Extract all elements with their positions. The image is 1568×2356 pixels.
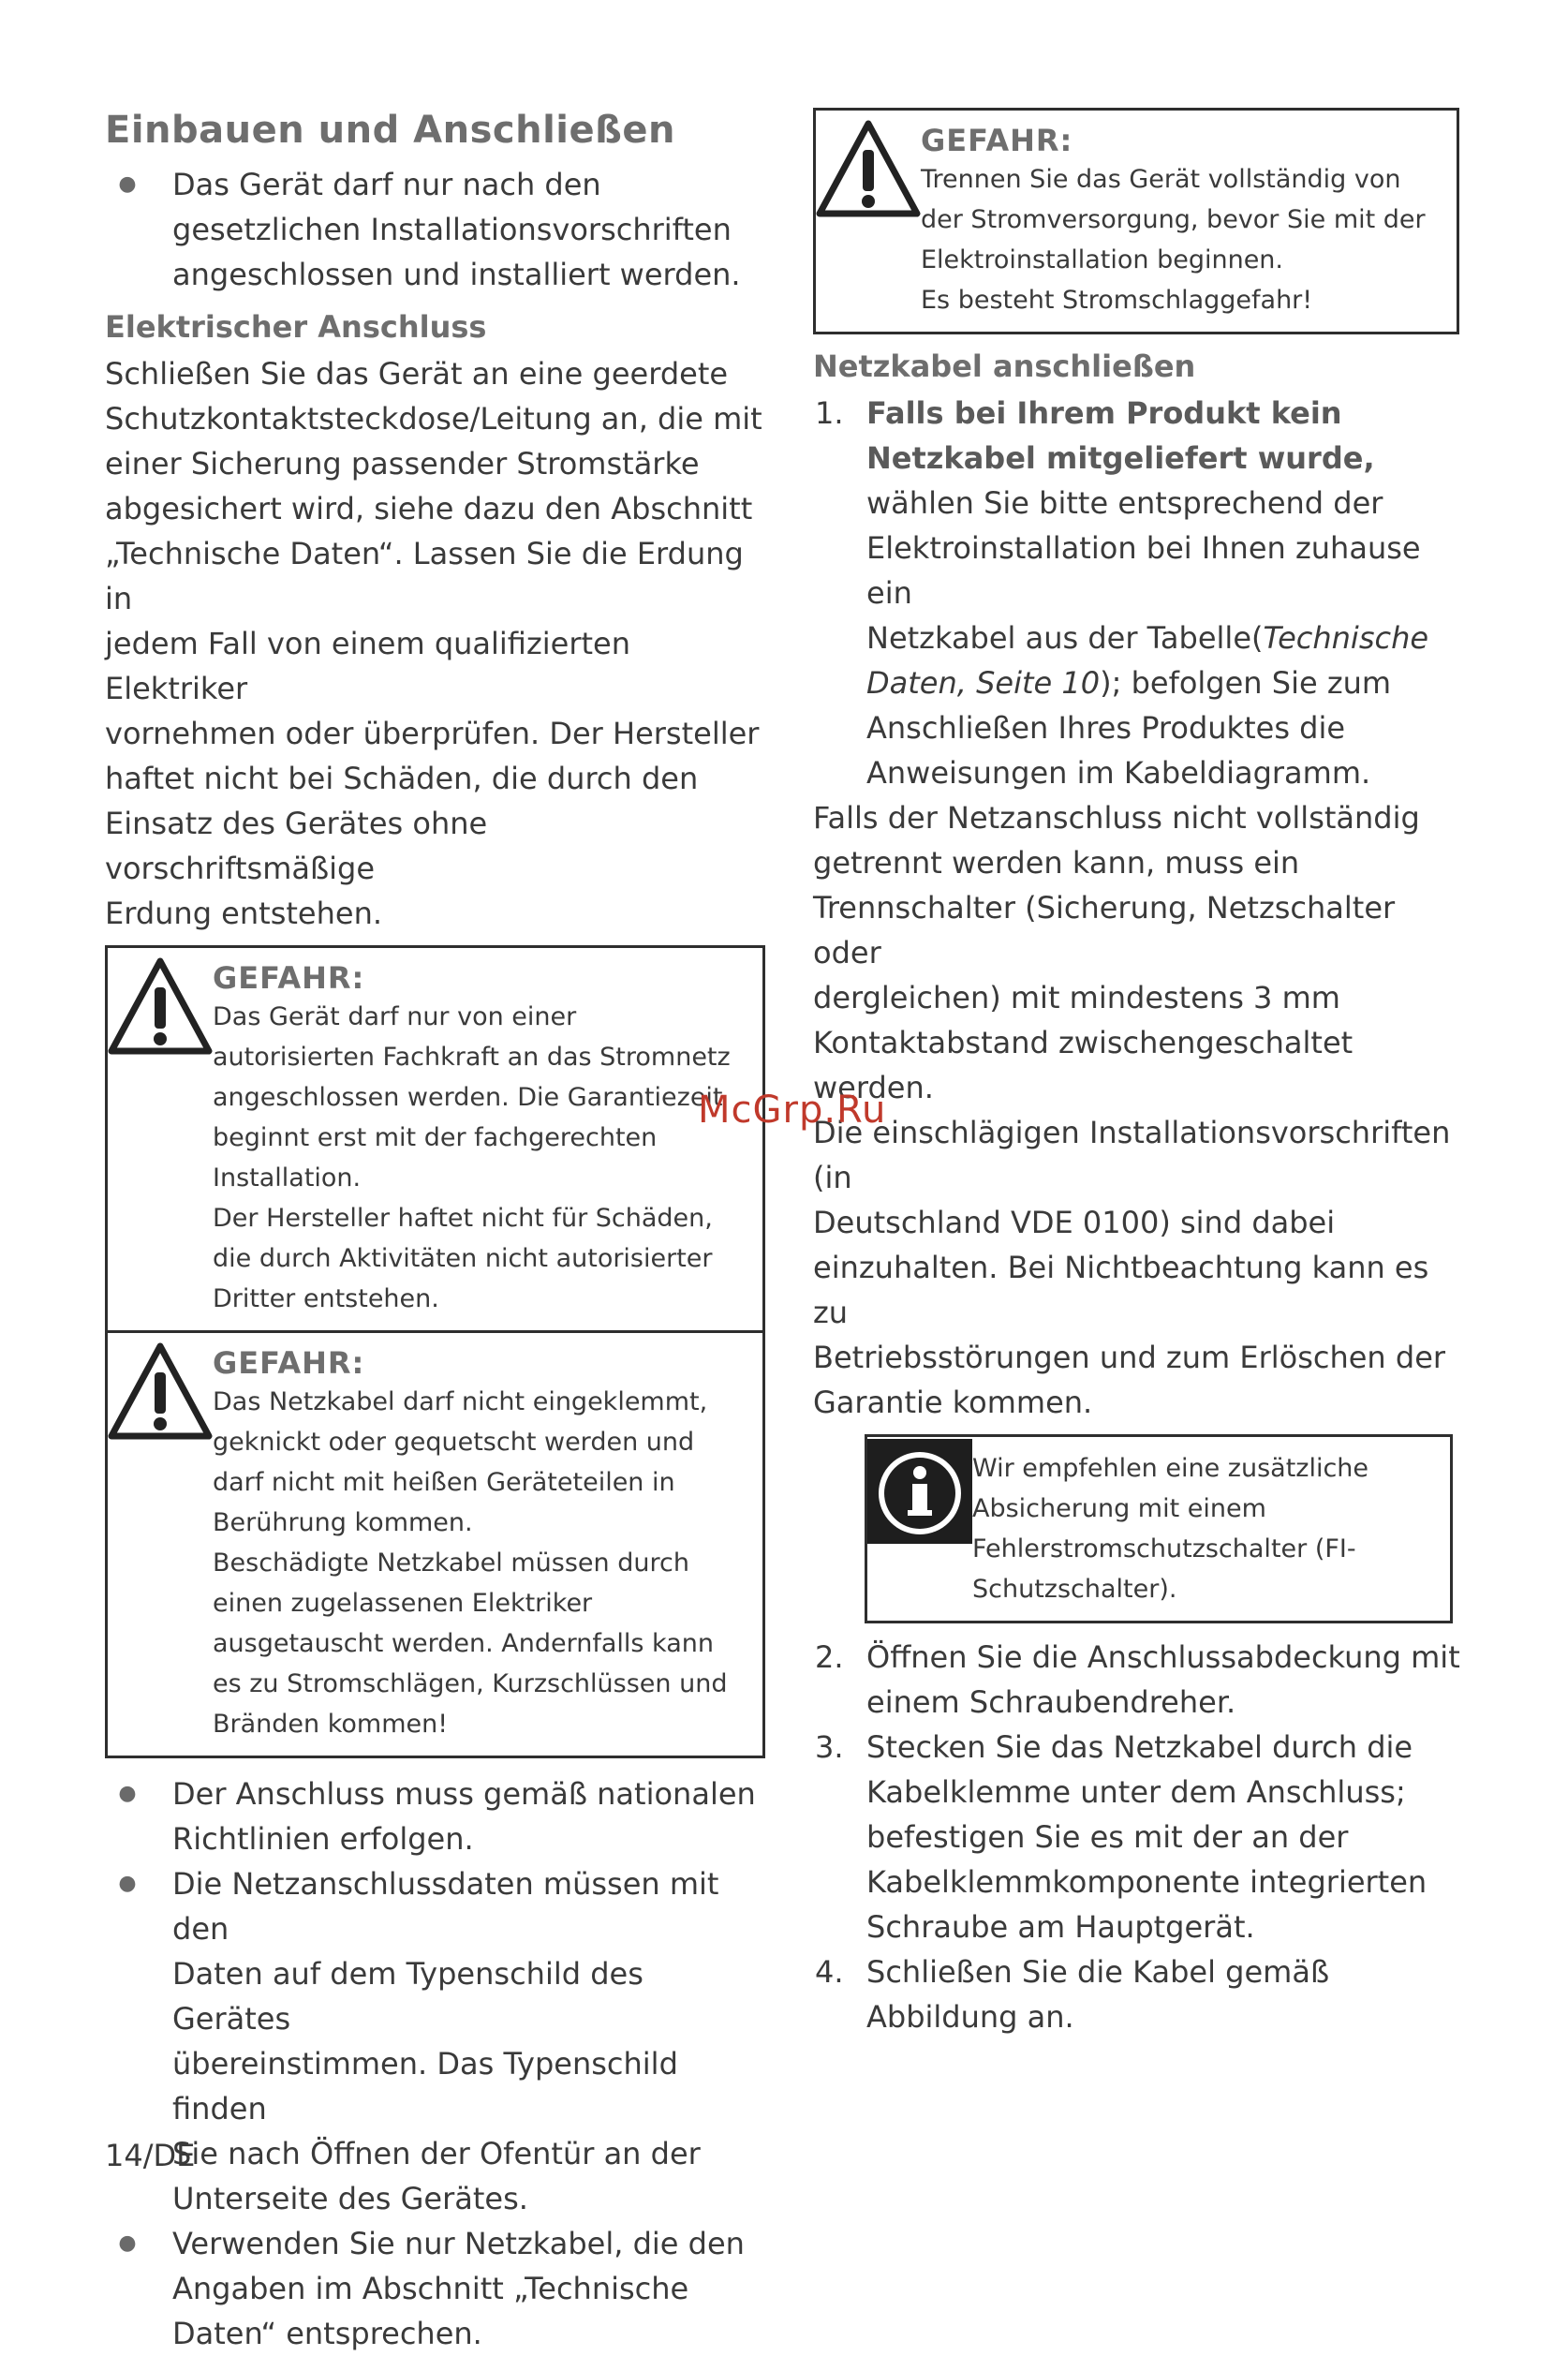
list-item: ● Das Gerät darf nur nach den gesetzlichen Installationsvorschriften angeschlossen und installiert werden. xyxy=(105,162,765,297)
danger-box-disconnect: GEFAHR: Trennen Sie das Gerät vollständig von der Stromversorgung, bevor Sie mit der Elektroinstallation beginnen. Es besteht Stromschlaggefahr! xyxy=(813,108,1459,334)
bullet-icon: ● xyxy=(118,172,137,196)
step-number: 2. xyxy=(815,1638,844,1675)
step-item: 1. Falls bei Ihrem Produkt kein Netzkabel mitgeliefert wurde, wählen Sie bitte entsprechend der Elektroinstallation bei Ihnen zuhause ein Netzkabel aus der Tabelle(Technische Daten, Seite 10); befolgen Sie zum Anschließen Ihres Produktes die Anweisungen im Kabeldiagramm. xyxy=(813,391,1471,795)
step-number: 4. xyxy=(815,1953,844,1990)
right-column xyxy=(813,108,1471,2039)
step-number: 3. xyxy=(815,1728,844,1765)
step-number: 1. xyxy=(815,394,844,431)
electrical-paragraph: Schließen Sie das Gerät an eine geerdete Schutzkontaktsteckdose/Leitung an, die mit einer Sicherung passender Stromstärke abgesichert wird, siehe dazu den Abschnitt „Technische Daten“. Lassen Sie die Erdung in jedem Fall von einem qualifizierten Elektriker vornehmen oder überprüfen. Der Hersteller haftet nicht bei Schäden, die durch den Einsatz des Gerätes ohne vorschriftsmäßige Erdung entstehen. xyxy=(105,355,762,931)
watermark: McGrp.Ru xyxy=(698,1089,887,1132)
left-column xyxy=(105,108,765,2356)
bottom-bullet-list xyxy=(105,1771,765,2356)
danger-title: GEFAHR: xyxy=(213,1344,365,1381)
step-item: 2. Öffnen Sie die Anschlussabdeckung mit einem Schraubendreher. xyxy=(813,1635,1471,1725)
danger-title: GEFAHR: xyxy=(213,959,365,996)
warning-triangle-icon xyxy=(816,120,921,218)
section-heading: Einbauen und Anschließen xyxy=(105,109,676,152)
steps-list-part2 xyxy=(813,1635,1471,2039)
warning-triangle-icon xyxy=(108,1342,213,1441)
warning-triangle-icon xyxy=(108,957,213,1056)
danger-box-installer: GEFAHR: Das Gerät darf nur von einer autorisierten Fachkraft an das Stromnetz angeschlossen werden. Die Garantiezeit beginnt erst mit der fachgerechten Installation. Der Hersteller haftet nicht für Schäden, die durch Aktivitäten nicht autorisierter Dritter entstehen. xyxy=(105,945,765,1333)
danger-title: GEFAHR: xyxy=(921,123,1073,158)
step-item: 3. Stecken Sie das Netzkabel durch die Kabelklemme unter dem Anschluss; befestigen Sie es mit der an der Kabelklemmkomponente integrierten Schraube am Hauptgerät. xyxy=(813,1725,1471,1949)
info-icon xyxy=(867,1439,972,1544)
subheading-power-cable: Netzkabel anschließen xyxy=(813,348,1196,384)
info-box: Wir empfehlen eine zusätzliche Absicherung mit einem Fehlerstromschutzschalter (FI- Schutzschalter). xyxy=(865,1434,1453,1623)
page-number: 14/DE xyxy=(105,2138,196,2173)
danger-box-power-cable: GEFAHR: Das Netzkabel darf nicht eingeklemmt, geknickt oder gequetscht werden und darf nicht mit heißen Geräteteilen in Berührung kommen. Beschädigte Netzkabel müssen durch einen zugelassenen Elektriker ausgetauscht werden. Andernfalls kann es zu Stromschlägen, Kurzschlüssen und Bränden kommen! xyxy=(105,1333,765,1758)
subheading-electrical: Elektrischer Anschluss xyxy=(105,309,487,345)
steps-list-part1 xyxy=(813,391,1471,795)
intro-bullet-list xyxy=(105,162,765,297)
list-item: ● Der Anschluss muss gemäß nationalen Richtlinien erfolgen. xyxy=(105,1771,765,1861)
list-item: ● Verwenden Sie nur Netzkabel, die den Angaben im Abschnitt „Technische Daten“ entsprechen. xyxy=(105,2221,765,2356)
bullet-icon: ● xyxy=(118,1871,137,1895)
bullet-icon: ● xyxy=(118,1781,137,1805)
step-item: 4. Schließen Sie die Kabel gemäß Abbildung an. xyxy=(813,1949,1471,2039)
list-item: ● Die Netzanschlussdaten müssen mit den Daten auf dem Typenschild des Gerätes übereinstimmen. Das Typenschild finden Sie nach Öffnen der Ofentür an der Unterseite des Gerätes. xyxy=(105,1861,765,2221)
disconnect-paragraph: Falls der Netzanschluss nicht vollständig getrennt werden kann, muss ein Trennschalter (Sicherung, Netzschalter oder dergleichen) mit mindestens 3 mm Kontaktabstand zwischengeschaltet werden. Die einschlägigen Installationsvorschriften (in Deutschland VDE 0100) sind dabei einzuhalten. Bei Nichtbeachtung kann es zu Betriebsstörungen und zum Erlöschen der Garantie kommen. xyxy=(813,799,1451,1420)
bullet-icon: ● xyxy=(118,2230,137,2255)
